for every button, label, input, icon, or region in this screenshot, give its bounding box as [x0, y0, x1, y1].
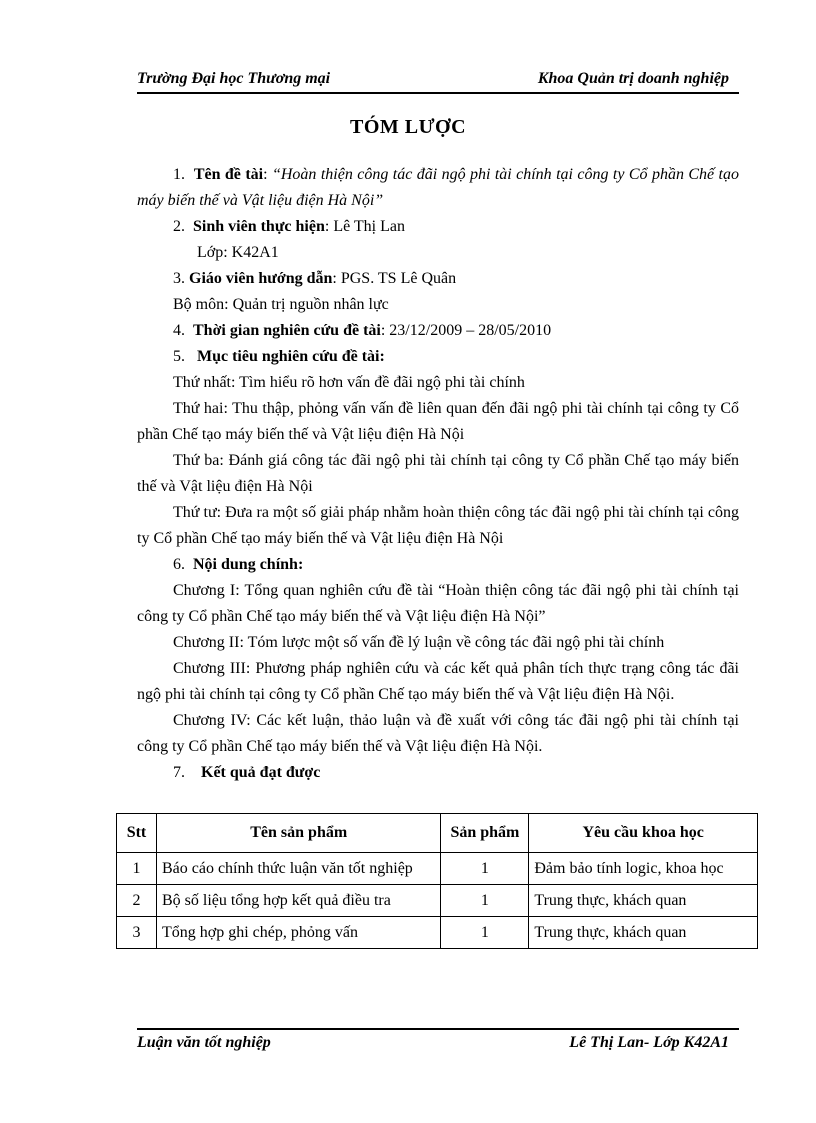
col-header-product-name: Tên sản phẩm	[156, 814, 440, 853]
table-row	[117, 853, 758, 885]
item-objectives: 5. Mục tiêu nghiên cứu đề tài:	[173, 348, 385, 365]
item-content: 6. Nội dung chính:	[173, 556, 304, 573]
footer-author: Lê Thị Lan- Lớp K42A1	[569, 1034, 729, 1051]
objective-line: Thứ ba: Đánh giá công tác đãi ngộ phi tài chính tại công ty Cổ phần Chế tạo máy biến thế và Vật liệu điện Hà Nội	[137, 452, 739, 495]
cell-product: 1	[441, 885, 529, 917]
header-faculty: Khoa Quản trị doanh nghiệp	[537, 70, 729, 87]
cell-stt: 1	[117, 853, 157, 885]
cell-product-name: Bộ số liệu tổng hợp kết quả điều tra	[156, 885, 440, 917]
cell-stt: 2	[117, 885, 157, 917]
col-header-stt: Stt	[117, 814, 157, 853]
chapter-line: Chương I: Tổng quan nghiên cứu đề tài “Hoàn thiện công tác đãi ngộ phi tài chính tại công ty Cổ phần Chế tạo máy biến thế và Vật liệu điện Hà Nội”	[137, 582, 739, 625]
cell-requirement: Đảm bảo tính logic, khoa học	[529, 853, 758, 885]
table-header-row	[117, 814, 758, 853]
topic-label: Tên đề tài	[193, 166, 264, 183]
content-label: Nội dung chính:	[193, 556, 304, 573]
objective-line: Thứ hai: Thu thập, phỏng vấn vấn đề liên quan đến đãi ngộ phi tài chính tại công ty Cổ phần Chế tạo máy biến thế và Vật liệu điện Hà Nội	[137, 400, 739, 443]
period-value: 23/12/2009 – 28/05/2010	[389, 322, 552, 339]
header-university: Trường Đại học Thương mại	[137, 70, 331, 87]
summary-body	[137, 162, 739, 786]
period-label: Thời gian nghiên cứu đề tài	[193, 322, 381, 339]
cell-requirement: Trung thực, khách quan	[529, 885, 758, 917]
item-advisor: 3. Giáo viên hướng dẫn: PGS. TS Lê Quân	[173, 270, 457, 287]
student-name: Lê Thị Lan	[333, 218, 405, 235]
chapter-line: Chương III: Phương pháp nghiên cứu và các kết quả phân tích thực trạng công tác đãi ngộ phi tài chính tại công ty Cổ phần Chế tạo máy biến thế và Vật liệu điện Hà Nội.	[137, 660, 739, 703]
cell-product-name: Tổng hợp ghi chép, phỏng vấn	[156, 917, 440, 949]
item-topic: 1. Tên đề tài: “Hoàn thiện công tác đãi ngộ phi tài chính tại công ty Cổ phần Chế tạo máy biến thế và Vật liệu điện Hà Nội”	[137, 166, 739, 209]
advisor-name: PGS. TS Lê Quân	[340, 270, 457, 287]
objective-line: Thứ nhất: Tìm hiểu rõ hơn vấn đề đãi ngộ phi tài chính	[173, 374, 525, 391]
col-header-requirement: Yêu cầu khoa học	[529, 814, 758, 853]
item-results: 7. Kết quả đạt được	[173, 764, 321, 781]
item-student: 2. Sinh viên thực hiện: Lê Thị Lan	[173, 218, 405, 235]
cell-product: 1	[441, 853, 529, 885]
student-class: Lớp: K42A1	[197, 244, 279, 261]
footer-thesis: Luận văn tốt nghiệp	[137, 1034, 271, 1051]
cell-product: 1	[441, 917, 529, 949]
chapter-line: Chương II: Tóm lược một số vấn đề lý luận về công tác đãi ngộ phi tài chính	[173, 634, 665, 651]
advisor-department: Bộ môn: Quản trị nguồn nhân lực	[173, 296, 389, 313]
results-label: Kết quả đạt được	[201, 764, 321, 781]
page-title: TÓM LƯỢC	[349, 116, 467, 138]
topic-value: “Hoàn thiện công tác đãi ngộ phi tài chính tại công ty Cổ phần Chế tạo máy biến thế và Vật liệu điện Hà Nội”	[137, 166, 739, 209]
objectives-label: Mục tiêu nghiên cứu đề tài:	[197, 348, 385, 365]
page-header	[137, 70, 739, 94]
table-row	[117, 885, 758, 917]
col-header-product: Sản phẩm	[441, 814, 529, 853]
advisor-label: Giáo viên hướng dẫn	[189, 270, 333, 287]
results-table	[116, 813, 758, 949]
cell-product-name: Báo cáo chính thức luận văn tốt nghiệp	[156, 853, 440, 885]
page-footer	[137, 1028, 739, 1058]
objective-line: Thứ tư: Đưa ra một số giải pháp nhằm hoàn thiện công tác đãi ngộ phi tài chính tại công ty Cổ phần Chế tạo máy biến thế và Vật liệu điện Hà Nội	[137, 504, 739, 547]
cell-stt: 3	[117, 917, 157, 949]
chapter-line: Chương IV: Các kết luận, thảo luận và đề xuất với công tác đãi ngộ phi tài chính tại công ty Cổ phần Chế tạo máy biến thế và Vật liệu điện Hà Nội.	[137, 712, 739, 755]
item-period: 4. Thời gian nghiên cứu đề tài: 23/12/2009 – 28/05/2010	[173, 322, 552, 339]
cell-requirement: Trung thực, khách quan	[529, 917, 758, 949]
table-row	[117, 917, 758, 949]
student-label: Sinh viên thực hiện	[193, 218, 325, 235]
